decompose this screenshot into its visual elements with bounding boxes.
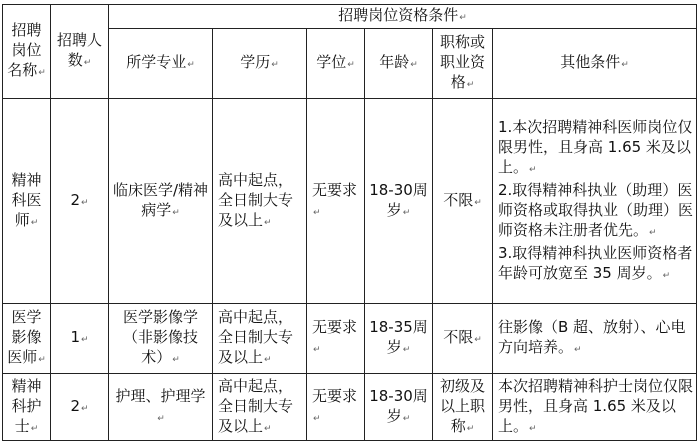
cell-other — [493, 304, 697, 374]
cell-major: 护理、护理学↵ — [109, 374, 213, 441]
cell-other — [493, 374, 697, 441]
cell-title-qualification: 不限↵ — [433, 99, 493, 304]
other-condition-line: 1.本次招聘精神科医师岗位仅限男性，且身高 1.65 米及以上。↵ — [498, 117, 693, 176]
cell-degree: 无要求↵ — [307, 99, 365, 304]
cell-age: 18-30周岁↵ — [365, 99, 433, 304]
header-title-qualification: 职称或职业资格↵ — [433, 29, 493, 99]
cell-major: 医学影像学（非影像技术）↵ — [109, 304, 213, 374]
cell-count: 1↵ — [51, 304, 109, 374]
cell-major: 临床医学/精神病学↵ — [109, 99, 213, 304]
cell-age: 18-30周岁↵ — [365, 374, 433, 441]
cell-education: 高中起点，全日制大专及以上↵ — [213, 374, 307, 441]
cell-title-qualification: 不限↵ — [433, 304, 493, 374]
header-major: 所学专业↵ — [109, 29, 213, 99]
cell-education: 高中起点，全日制大专及以上↵ — [213, 304, 307, 374]
table-row — [3, 99, 697, 304]
header-age: 年龄↵ — [365, 29, 433, 99]
header-education: 学历↵ — [213, 29, 307, 99]
cell-position: 精神科护士↵ — [3, 374, 51, 441]
header-conditions-group: 招聘岗位资格条件↵ — [109, 5, 697, 29]
cell-education: 高中起点，全日制大专及以上↵ — [213, 99, 307, 304]
cell-position: 医学影像医师↵ — [3, 304, 51, 374]
cell-count: 2↵ — [51, 374, 109, 441]
cell-age: 18-35周岁↵ — [365, 304, 433, 374]
cell-count: 2↵ — [51, 99, 109, 304]
header-position-name: 招聘岗位名称↵ — [3, 5, 51, 99]
recruitment-table — [2, 4, 697, 441]
other-condition-line: 往影像（B 超、放射）、心电方向培养。↵ — [498, 318, 686, 356]
table-row — [3, 374, 697, 441]
header-other: 其他条件↵ — [493, 29, 697, 99]
cell-degree: 无要求↵ — [307, 374, 365, 441]
header-degree: 学位↵ — [307, 29, 365, 99]
cell-degree: 无要求↵ — [307, 304, 365, 374]
other-condition-line: 本次招聘精神科护士岗位仅限男性，且身高 1.65 米及以上。↵ — [498, 376, 694, 435]
table-row — [3, 304, 697, 374]
cell-position: 精神科医师↵ — [3, 99, 51, 304]
header-count: 招聘人数↵ — [51, 5, 109, 99]
cell-title-qualification: 初级及以上职称↵ — [433, 374, 493, 441]
cell-other — [493, 99, 697, 304]
other-condition-line: 2.取得精神科执业（助理）医师资格或取得执业（助理）医师资格未注册者优先。↵ — [498, 180, 694, 239]
other-condition-line: 3.取得精神科执业医师资格者年龄可放宽至 35 周岁。↵ — [498, 243, 693, 282]
